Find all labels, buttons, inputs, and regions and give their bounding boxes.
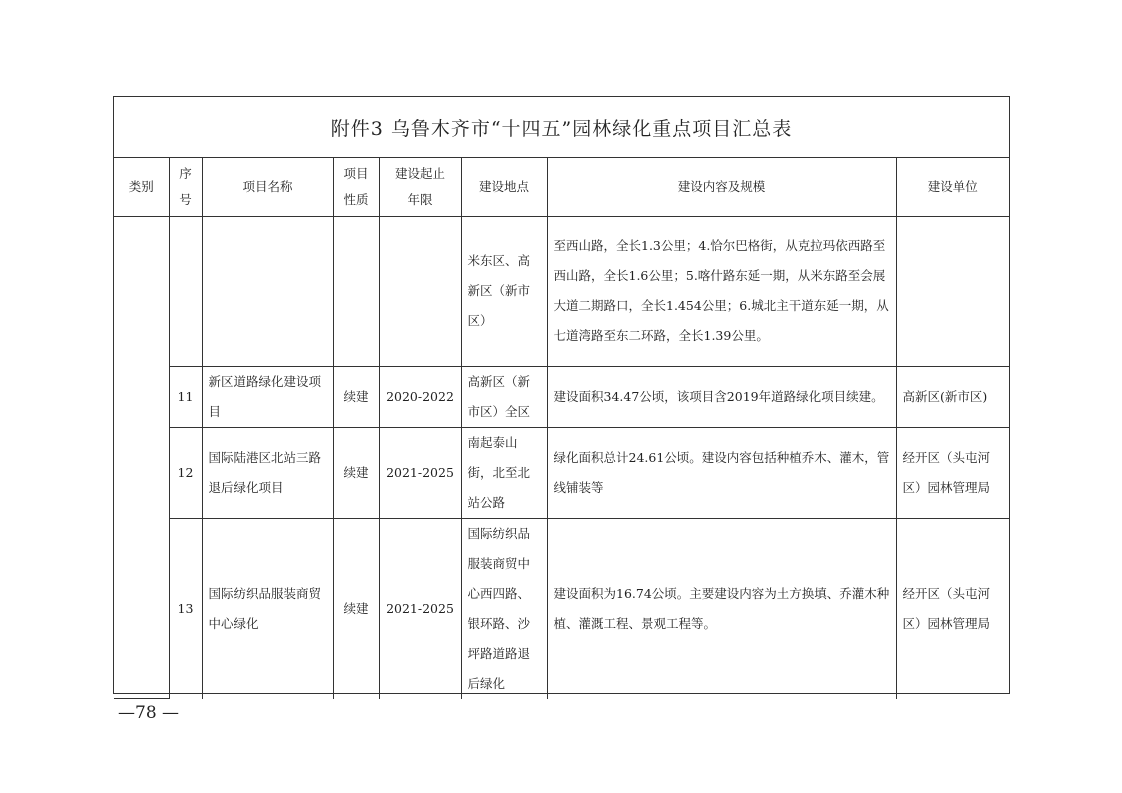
header-seq-label: 序号 — [179, 165, 192, 207]
category-cell — [114, 216, 169, 699]
header-seq — [169, 158, 202, 216]
row-content: 至西山路，全长1.3公里；4.恰尔巴格街，从克拉玛依西路至西山路，全长1.6公里；5.喀什路东延一期，从米东路至会展大道二期路口，全长1.454公里；6.城北主干道东延一期，从七道湾路至东二环路，全长1.39公里。 — [547, 216, 896, 366]
row-period — [379, 216, 461, 366]
page-number: —78 — — [118, 703, 180, 723]
row-nature: 续建 — [333, 366, 379, 427]
row-period: 2021-2025 — [379, 518, 461, 699]
header-period — [379, 158, 461, 216]
row-unit: 经开区（头屯河区）园林管理局 — [896, 427, 1009, 518]
row-location: 高新区（新市区）全区 — [461, 366, 547, 427]
header-nature — [333, 158, 379, 216]
row-content: 建设面积34.47公顷，该项目含2019年道路绿化项目续建。 — [547, 366, 896, 427]
table-row — [114, 216, 1009, 366]
header-content: 建设内容及规模 — [547, 158, 896, 216]
header-nature-label: 项目性质 — [343, 165, 369, 207]
row-period: 2021-2025 — [379, 427, 461, 518]
table-row — [114, 427, 1009, 518]
row-name: 国际陆港区北站三路退后绿化项目 — [202, 427, 333, 518]
header-location: 建设地点 — [461, 158, 547, 216]
row-nature: 续建 — [333, 518, 379, 699]
row-location: 米东区、高新区（新市区） — [461, 216, 547, 366]
row-content: 建设面积为16.74公顷。主要建设内容为土方换填、乔灌木种植、灌溉工程、景观工程等。 — [547, 518, 896, 699]
table-row — [114, 366, 1009, 427]
header-period-label: 建设起止年限 — [394, 165, 445, 207]
table-row — [114, 518, 1009, 699]
row-name: 国际纺织品服装商贸中心绿化 — [202, 518, 333, 699]
row-seq: 13 — [169, 518, 202, 699]
row-unit: 经开区（头屯河区）园林管理局 — [896, 518, 1009, 699]
header-row — [114, 158, 1009, 216]
row-seq: 12 — [169, 427, 202, 518]
row-unit — [896, 216, 1009, 366]
row-seq: 11 — [169, 366, 202, 427]
summary-table-sheet — [113, 96, 1010, 694]
row-location: 国际纺织品服装商贸中心西四路、银环路、沙坪路道路退后绿化 — [461, 518, 547, 699]
header-unit: 建设单位 — [896, 158, 1009, 216]
row-period: 2020-2022 — [379, 366, 461, 427]
row-name — [202, 216, 333, 366]
row-nature — [333, 216, 379, 366]
row-nature: 续建 — [333, 427, 379, 518]
row-name: 新区道路绿化建设项目 — [202, 366, 333, 427]
header-name: 项目名称 — [202, 158, 333, 216]
row-seq — [169, 216, 202, 366]
project-table — [114, 158, 1009, 699]
row-location: 南起泰山街，北至北站公路 — [461, 427, 547, 518]
row-unit: 高新区(新市区) — [896, 366, 1009, 427]
row-content: 绿化面积总计24.61公顷。建设内容包括种植乔木、灌木，管线铺装等 — [547, 427, 896, 518]
header-category: 类别 — [114, 158, 169, 216]
table-title: 附件3 乌鲁木齐市“十四五”园林绿化重点项目汇总表 — [114, 97, 1009, 158]
